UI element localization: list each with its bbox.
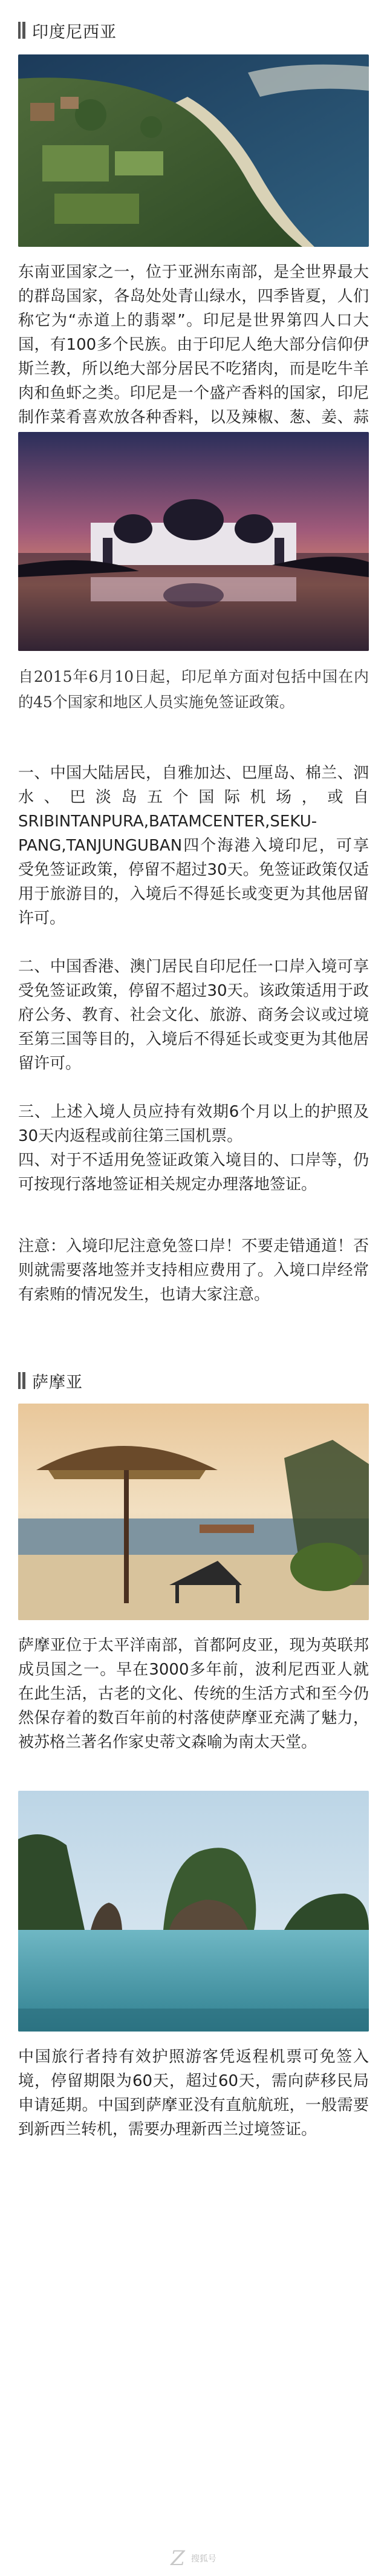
footer-watermark [0, 2541, 387, 2576]
footer-text: 搜狐号 [190, 2554, 216, 2564]
indonesia-intro-text: 东南亚国家之一，位于亚洲东南部，是全世界最大的群岛国家，各岛处处青山绿水，四季皆夏，人们称它为“赤道上的翡翠”。印尼是世界第四人口大国，有100多个民族。由于印尼人绝大部分信仰伊斯兰教，所以绝大部分居民不吃猪肉，而是吃牛羊肉和鱼虾之类。印尼是一个盛产香料的国家，印尼制作菜肴喜欢放各种香料，以及辣椒、葱、姜、蒜 [18, 263, 369, 427]
section-header-indonesia [18, 17, 117, 44]
indonesia-rule-2: 二、中国香港、澳门居民自印尼任一口岸入境可享受免签证政策，停留不超过30天。该政策适用于政府公务、教育、社会文化、旅游、商务会议或过境至第三国等目的，入境后不得延长或变更为其他居留许可。 [18, 958, 369, 1073]
samoa-intro-text: 萨摩亚位于太平洋南部，首都阿皮亚，现为英联邦成员国之一。早在3000多年前，波利尼西亚人就在此生活，古老的文化、传统的生活方式和至今仍然保存着的数百年前的村落使萨摩亚充满了魅力，被苏格兰著名作家史蒂文森喻为南太天堂。 [18, 1636, 369, 1751]
sohu-logo-icon: Z [171, 2546, 185, 2571]
indonesia-rule-3: 三、上述入境人员应持有效期6个月以上的护照及30天内返程或前往第三国机票。 [18, 1103, 369, 1145]
section-title: 印度尼西亚 [32, 22, 117, 42]
indonesia-policy-intro: 自2015年6月10日起，印尼单方面对包括中国在内的45个国家和地区人员实施免签证政策。 [18, 668, 369, 711]
section-title: 萨摩亚 [32, 1373, 83, 1392]
indonesia-notice: 注意：入境印尼注意免签口岸！不要走错通道！否则就需要落地签并支持相应费用了。入境口岸经常有索贿的情况发生，也请大家注意。 [18, 1237, 369, 1304]
section-bar-icon [18, 1372, 22, 1389]
section-header-samoa [18, 1367, 83, 1394]
samoa-visa-text: 中国旅行者持有效护照游客凭返程机票可免签入境，停留期限为60天，超过60天，需向萨移民局申请延期。中国到萨摩亚没有直航航班，一般需要到新西兰转机，需要办理新西兰过境签证。 [18, 2048, 369, 2139]
indonesia-rule-1: 一、中国大陆居民，自雅加达、巴厘岛、棉兰、泗水、巴淡岛五个国际机场，或自SRIBINTANPURA,BATAMCENTER,SEKU-PANG,TANJUNGUBAN四个海港入境印尼，可享受免签证政策，停留不超过30天。免签证政策仅适用于旅游目的，入境后不得延长或变更为其他居留许可。 [18, 764, 369, 927]
aerial-coastline-photo [18, 54, 369, 247]
mosque-at-dusk-photo [18, 432, 369, 651]
indonesia-rule-4: 四、对于不适用免签证政策入境目的、口岸等，仍可按现行落地签证相关规定办理落地签证。 [18, 1151, 369, 1194]
beach-umbrella-photo [18, 1404, 369, 1620]
section-bar-icon [18, 22, 22, 39]
rock-island-photo [18, 1791, 369, 2032]
